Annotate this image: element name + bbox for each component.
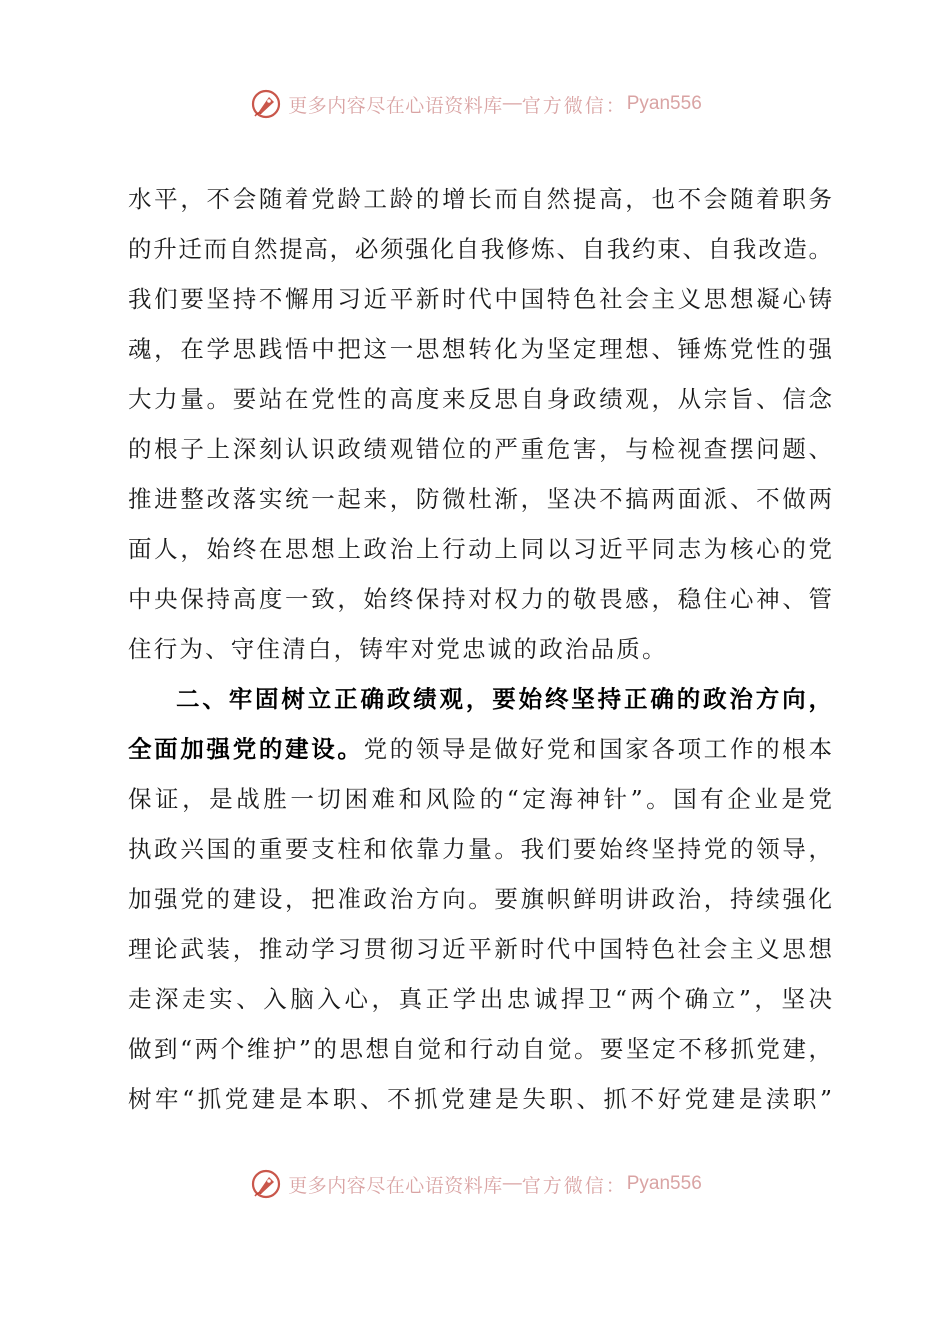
- footer-watermark-banner: [0, 1164, 950, 1204]
- banner-separator: —: [502, 1173, 522, 1194]
- text-line: 我们要坚持不懈用习近平新时代中国特色社会主义思想凝心铸: [128, 285, 832, 313]
- text-line: 保证，是战胜一切困难和风险的“定海神针”。国有企业是党: [128, 785, 832, 813]
- text-line: 执政兴国的重要支柱和依靠力量。我们要始终坚持党的领导，: [128, 835, 832, 863]
- document-body: [128, 174, 832, 1124]
- pen-nib-logo-icon: [248, 86, 284, 122]
- text-line: 面人，始终在思想上政治上行动上同以习近平同志为核心的党: [128, 535, 832, 563]
- text-line: 中央保持高度一致，始终保持对权力的敬畏感，稳住心神、管: [128, 585, 832, 613]
- section-heading: 二、牢固树立正确政绩观，要始终坚持正确的政治方向，: [176, 685, 832, 713]
- text-line: 推进整改落实统一起来，防微杜渐，坚决不搞两面派、不做两: [128, 485, 832, 513]
- text-line: 理论武装，推动学习贯彻习近平新时代中国特色社会主义思想: [128, 935, 832, 963]
- text-line: 的根子上深刻认识政绩观错位的严重危害，与检视查摆问题、: [128, 435, 832, 463]
- text-line: 的升迁而自然提高，必须强化自我修炼、自我约束、自我改造。: [128, 235, 832, 263]
- pen-nib-logo-icon: [248, 1166, 284, 1202]
- text-line-with-heading: [128, 724, 832, 774]
- banner-wechat-id: Pyan556: [626, 93, 702, 114]
- banner-separator: —: [502, 93, 522, 114]
- text-line: 做到“两个维护”的思想自觉和行动自觉。要坚定不移抓党建，: [128, 1035, 832, 1063]
- banner-text: 更多内容尽在心语资料库: [288, 1174, 503, 1197]
- text-line: 加强党的建设，把准政治方向。要旗帜鲜明讲政治，持续强化: [128, 885, 832, 913]
- banner-wechat-label: 官方微信：: [521, 1174, 627, 1197]
- banner-wechat-label: 官方微信：: [521, 94, 627, 117]
- text-line-rest: 党的领导是做好党和国家各项工作的根本: [363, 735, 833, 763]
- text-line: 魂，在学思践悟中把这一思想转化为坚定理想、锤炼党性的强: [128, 335, 832, 363]
- text-line: 住行为、守住清白，铸牢对党忠诚的政治品质。: [128, 635, 668, 663]
- header-watermark-banner: [0, 84, 950, 124]
- banner-wechat-id: Pyan556: [626, 1173, 702, 1194]
- banner-text: 更多内容尽在心语资料库: [288, 94, 503, 117]
- text-line: 大力量。要站在党性的高度来反思自身政绩观，从宗旨、信念: [128, 385, 832, 413]
- text-line: 走深走实、入脑入心，真正学出忠诚捍卫“两个确立”，坚决: [128, 985, 832, 1013]
- text-line: 水平，不会随着党龄工龄的增长而自然提高，也不会随着职务: [128, 185, 832, 213]
- text-line: 树牢“抓党建是本职、不抓党建是失职、抓不好党建是渎职”: [128, 1085, 832, 1113]
- section-heading-continued: 全面加强党的建设。: [128, 735, 364, 763]
